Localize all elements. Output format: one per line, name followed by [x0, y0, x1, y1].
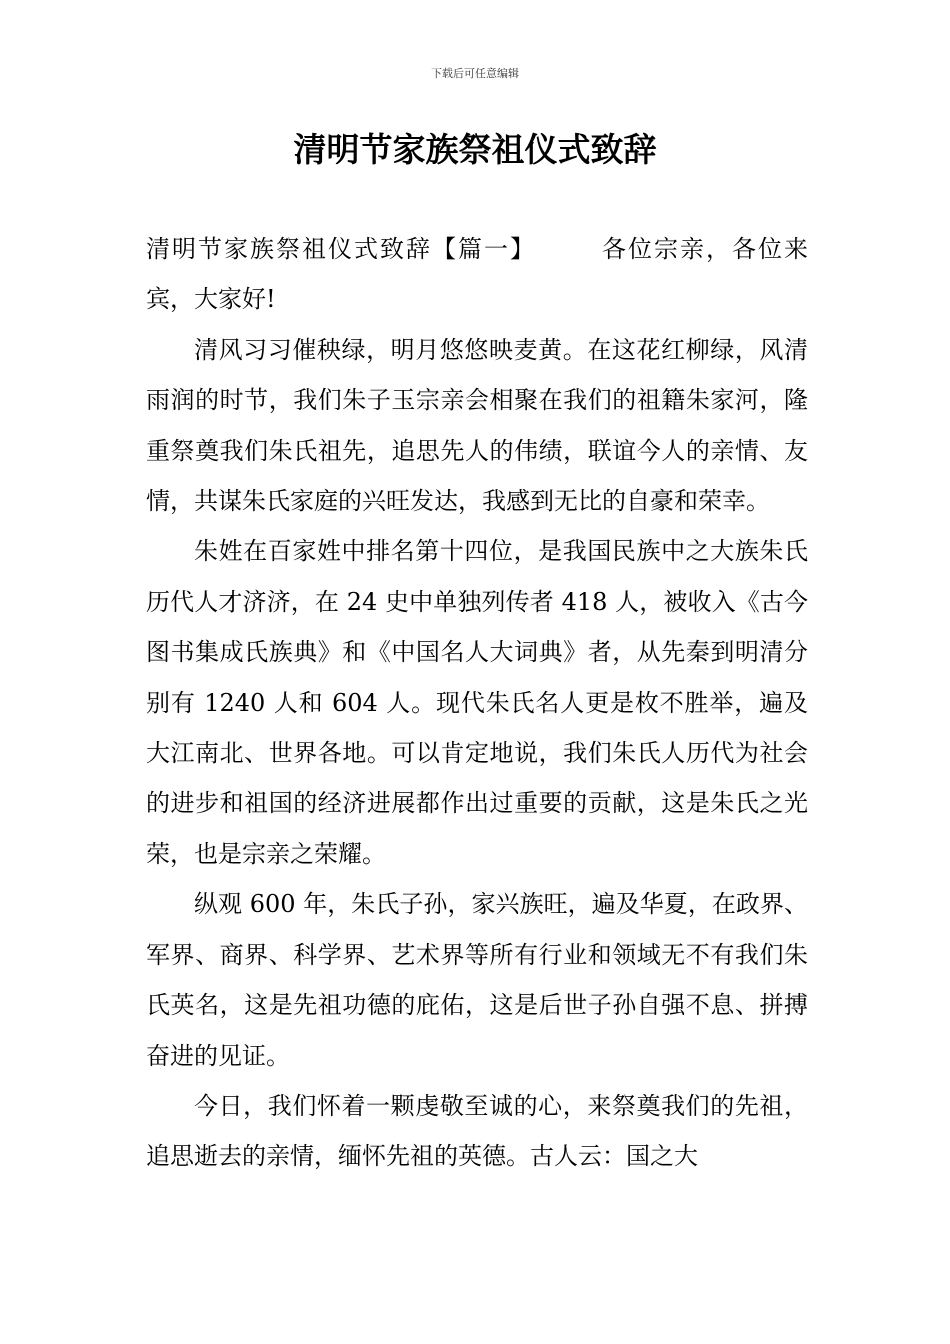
paragraph: 朱姓在百家姓中排名第十四位，是我国民族中之大族朱氏历代人才济济，在 24 史中单独列传者 418 人，被收入《古今图书集成氏族典》和《中国名人大词典》者，从先秦到明清分别有 1240 人和 604 人。现代朱氏名人更是枚不胜举，遍及大江南北、世界各地。可以肯定地说，我们朱氏人历代为社会的进步和祖国的经济进展都作出过重要的贡献，这是朱氏之光荣，也是宗亲之荣耀。: [146, 537, 808, 868]
document-body: [146, 224, 808, 1182]
paragraph: 今日，我们怀着一颗虔敬至诚的心，来祭奠我们的先祖，追思逝去的亲情，缅怀先祖的英德。古人云：国之大: [146, 1091, 808, 1171]
paragraph: 清风习习催秧绿，明月悠悠映麦黄。在这花红柳绿，风清雨润的时节，我们朱子玉宗亲会相聚在我们的祖籍朱家河，隆重祭奠我们朱氏祖先，追思先人的伟绩，联谊今人的亲情、友情，共谋朱氏家庭的兴旺发达，我感到无比的自豪和荣幸。: [146, 335, 808, 516]
paragraph: 纵观 600 年，朱氏子孙，家兴族旺，遍及华夏，在政界、军界、商界、科学界、艺术界等所有行业和领域无不有我们朱氏英名，这是先祖功德的庇佑，这是后世子孙自强不息、拼搏奋进的见证。: [146, 890, 808, 1070]
opening-paragraph: [146, 224, 808, 325]
greeting: 各位宗亲，各位来宾，大家好!: [146, 235, 808, 314]
section-heading: 清明节家族祭祖仪式致辞【篇一】: [146, 235, 536, 263]
document-title: 清明节家族祭祖仪式致辞: [293, 130, 657, 169]
header-note: 下载后可任意编辑: [431, 67, 519, 80]
